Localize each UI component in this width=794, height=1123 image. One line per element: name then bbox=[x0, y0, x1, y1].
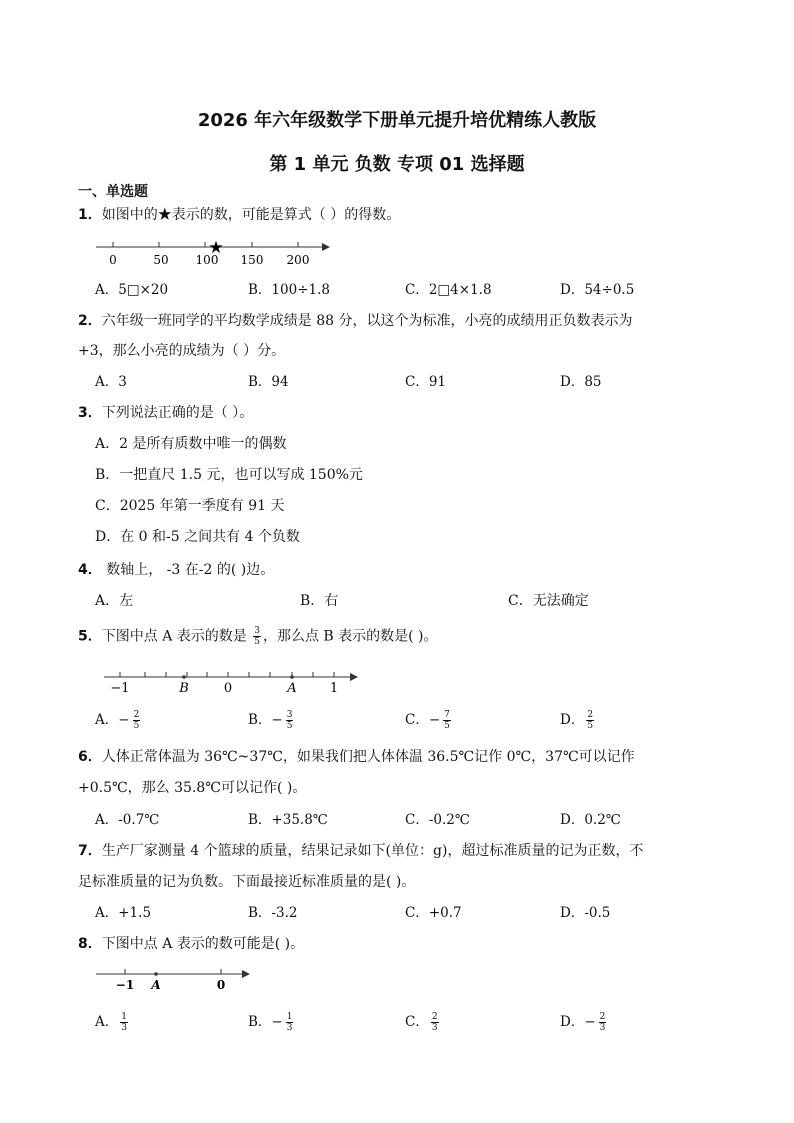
q5-option-a[interactable]: A．− $\frac{2}{5}$ bbox=[95, 710, 140, 731]
q1-option-c[interactable]: C．2□4×1.8 bbox=[405, 282, 492, 298]
fraction: $\frac{2}{5}$ bbox=[133, 710, 140, 731]
q4-option-b[interactable]: B．右 bbox=[300, 593, 339, 609]
question-7-stem bbox=[78, 841, 643, 861]
fraction: $\frac{3}{5}$ bbox=[254, 626, 260, 647]
question-4-stem bbox=[78, 560, 274, 580]
q6-option-a[interactable]: A．-0.7℃ bbox=[95, 812, 160, 828]
question-1-stem bbox=[78, 205, 400, 225]
q3-option-c[interactable]: C．2025 年第一季度有 91 天 bbox=[95, 498, 285, 514]
fraction: $\frac{1}{3}$ bbox=[286, 1012, 293, 1033]
q1-option-a[interactable]: A．5□×20 bbox=[95, 282, 169, 298]
question-number: 8． bbox=[78, 936, 102, 952]
question-text: 生产厂家测量 4 个篮球的质量，结果记录如下(单位：g)，超过标准质量的记为正数，不 bbox=[101, 843, 644, 859]
section-heading: 一、单选题 bbox=[78, 184, 148, 200]
fraction: $\frac{2}{5}$ bbox=[587, 710, 594, 731]
question-number: 3． bbox=[78, 405, 102, 421]
point-label: B bbox=[179, 681, 189, 696]
tick-label: 100 bbox=[195, 253, 219, 267]
q7-option-b[interactable]: B．-3.2 bbox=[248, 905, 298, 921]
question-number: 1． bbox=[78, 207, 102, 223]
q8-option-a[interactable]: A． $\frac{1}{3}$ bbox=[95, 1012, 127, 1033]
q3-option-a[interactable]: A．2 是所有质数中唯一的偶数 bbox=[95, 436, 287, 452]
question-8-stem bbox=[78, 934, 304, 954]
number-line-q5 bbox=[104, 667, 364, 697]
point-label: A bbox=[287, 681, 297, 696]
q8-option-d[interactable]: D．− $\frac{2}{3}$ bbox=[560, 1012, 606, 1033]
q5-option-b[interactable]: B．− $\frac{3}{5}$ bbox=[248, 710, 293, 731]
q8-option-b[interactable]: B．− $\frac{1}{3}$ bbox=[248, 1012, 293, 1033]
q2-option-a[interactable]: A．3 bbox=[95, 374, 127, 390]
question-number: 7． bbox=[78, 843, 102, 859]
number-line-q1 bbox=[96, 236, 336, 270]
tick-label: 0 bbox=[216, 978, 226, 992]
question-text: 下列说法正确的是（ ）。 bbox=[101, 405, 254, 421]
tick-label: −1 bbox=[115, 978, 135, 992]
fraction: $\frac{3}{5}$ bbox=[286, 710, 293, 731]
q1-option-d[interactable]: D．54÷0.5 bbox=[560, 282, 635, 298]
q2-option-b[interactable]: B．94 bbox=[248, 374, 289, 390]
q6-option-d[interactable]: D．0.2℃ bbox=[560, 812, 621, 828]
q2-option-c[interactable]: C．91 bbox=[405, 374, 447, 390]
tick-label: 50 bbox=[153, 253, 169, 267]
q4-option-a[interactable]: A．左 bbox=[95, 593, 134, 609]
question-text: 数轴上， -3 在-2 的( )边。 bbox=[101, 562, 275, 578]
q4-option-c[interactable]: C．无法确定 bbox=[508, 593, 589, 609]
question-text: 下图中点 A 表示的数是 bbox=[101, 628, 252, 645]
fraction: $\frac{1}{3}$ bbox=[121, 1012, 127, 1033]
q7-option-c[interactable]: C．+0.7 bbox=[405, 905, 462, 921]
q7-option-a[interactable]: A．+1.5 bbox=[95, 905, 152, 921]
question-number: 2． bbox=[78, 313, 102, 329]
tick-label: 1 bbox=[329, 681, 339, 696]
question-number: 5． bbox=[78, 628, 102, 645]
question-6-stem-cont: +0.5℃，那么 35.8℃可以记作( )。 bbox=[78, 780, 307, 796]
fraction: $\frac{7}{5}$ bbox=[444, 710, 450, 731]
question-3-stem bbox=[78, 403, 253, 423]
tick-label: 150 bbox=[240, 253, 264, 267]
question-text: 如图中的★表示的数，可能是算式（ ）的得数。 bbox=[101, 207, 401, 223]
question-text: 下图中点 A 表示的数可能是( )。 bbox=[101, 936, 305, 952]
tick-label: −1 bbox=[110, 681, 130, 696]
q7-option-d[interactable]: D．-0.5 bbox=[560, 905, 611, 921]
question-text: 人体正常体温为 36℃~37℃，如果我们把人体体温 36.5℃记作 0℃，37℃可以记作 bbox=[101, 749, 635, 765]
q5-option-c[interactable]: C．− $\frac{7}{5}$ bbox=[405, 710, 450, 731]
q3-option-b[interactable]: B．一把直尺 1.5 元，也可以写成 150%元 bbox=[95, 467, 363, 483]
q8-option-c[interactable]: C． $\frac{2}{3}$ bbox=[405, 1012, 438, 1033]
question-text: ，那么点 B 表示的数是( )。 bbox=[262, 628, 438, 645]
point-label: A bbox=[151, 978, 161, 992]
fraction: $\frac{2}{3}$ bbox=[599, 1012, 606, 1033]
page-subtitle: 第 1 单元 负数 专项 01 选择题 bbox=[269, 154, 525, 175]
question-6-stem bbox=[78, 747, 635, 767]
question-number: 6． bbox=[78, 749, 102, 765]
tick-label: 0 bbox=[223, 681, 233, 696]
fraction: $\frac{2}{3}$ bbox=[431, 1012, 438, 1033]
question-number: 4． bbox=[78, 562, 102, 578]
question-text: 六年级一班同学的平均数学成绩是 88 分，以这个为标准，小亮的成绩用正负数表示为 bbox=[101, 313, 633, 329]
q5-option-d[interactable]: D． $\frac{2}{5}$ bbox=[560, 710, 594, 731]
number-line-q8 bbox=[96, 965, 256, 995]
q2-option-d[interactable]: D．85 bbox=[560, 374, 602, 390]
question-7-stem-cont: 足标准质量的记为负数。下面最接近标准质量的是( )。 bbox=[78, 874, 416, 890]
tick-label: 0 bbox=[109, 253, 117, 267]
page-title: 2026 年六年级数学下册单元提升培优精练人教版 bbox=[197, 110, 597, 131]
star-icon: ★ bbox=[208, 238, 224, 258]
question-2-stem bbox=[78, 311, 632, 331]
question-5-stem bbox=[78, 626, 438, 647]
q3-option-d[interactable]: D．在 0 和-5 之间共有 4 个负数 bbox=[95, 529, 300, 545]
tick-label: 200 bbox=[286, 253, 310, 267]
q6-option-b[interactable]: B．+35.8℃ bbox=[248, 812, 328, 828]
q6-option-c[interactable]: C．-0.2℃ bbox=[405, 812, 470, 828]
q1-option-b[interactable]: B．100÷1.8 bbox=[248, 282, 330, 298]
question-2-stem-cont: +3，那么小亮的成绩为（ ）分。 bbox=[78, 343, 286, 359]
